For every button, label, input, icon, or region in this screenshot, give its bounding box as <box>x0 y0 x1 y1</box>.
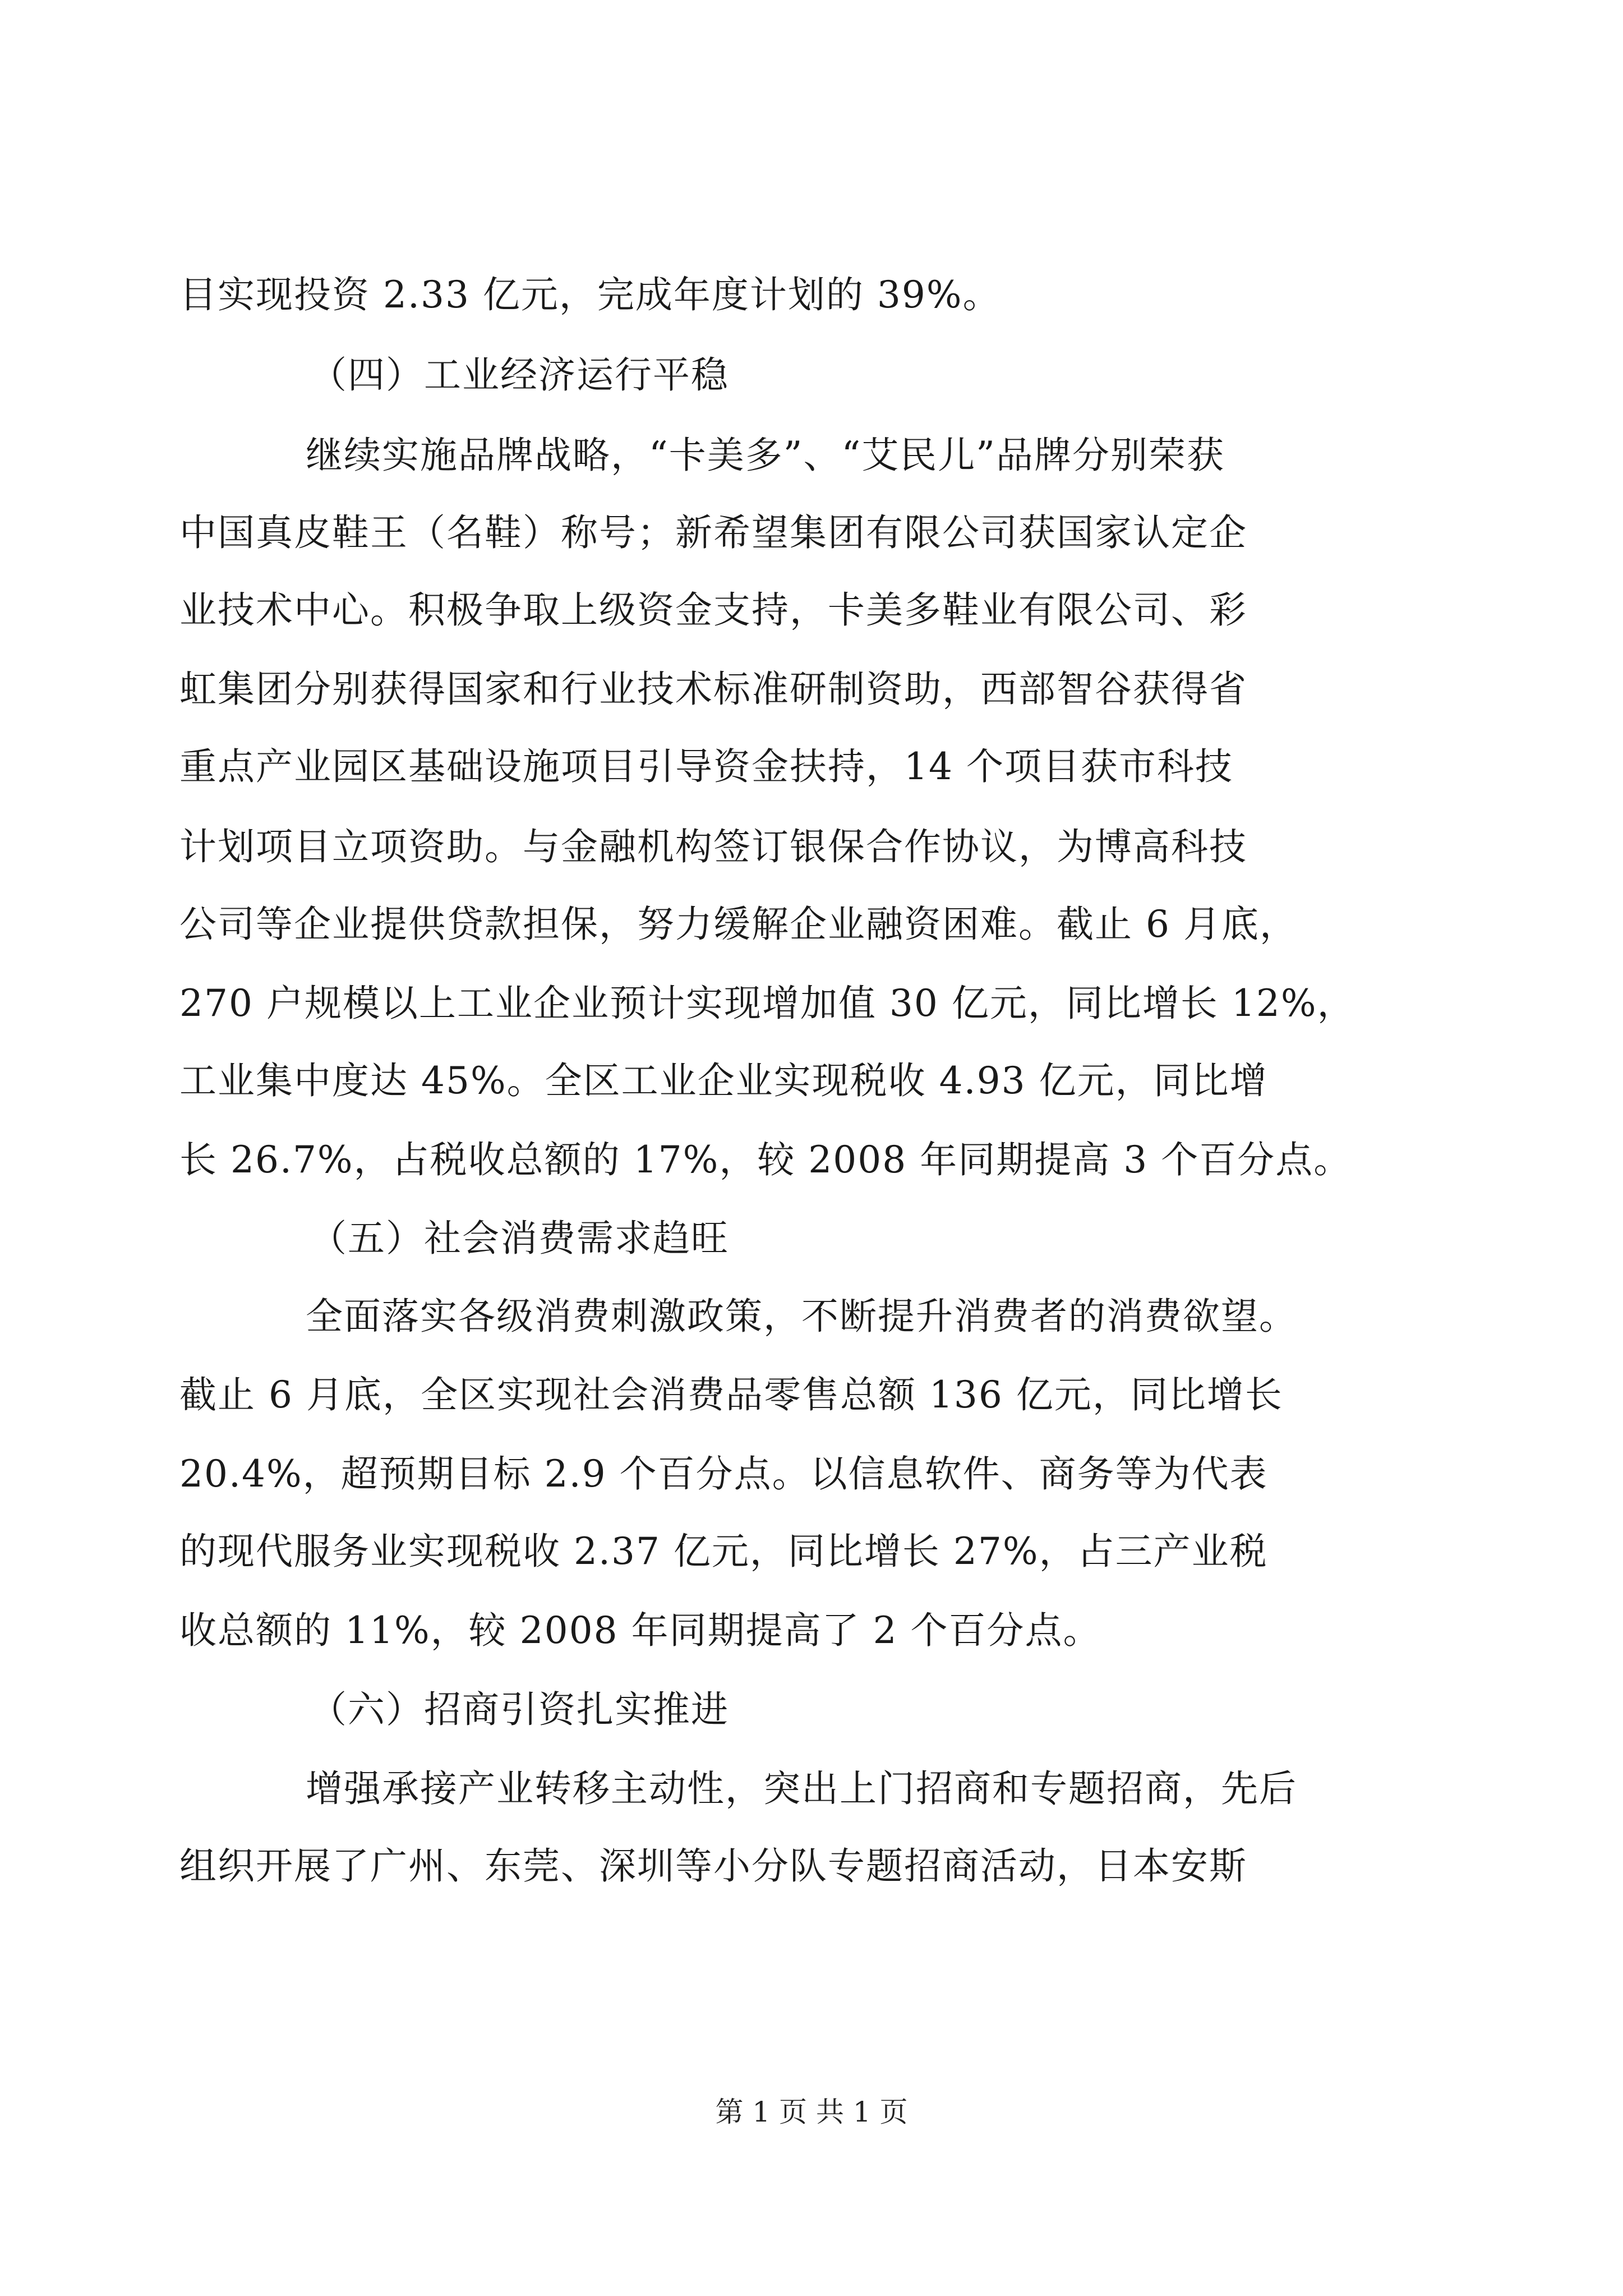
paragraph-first-line: 增强承接产业转移主动性，突出上门招商和专题招商，先后 <box>306 1767 1297 1810</box>
body-text-line: 截止 6 月底，全区实现社会消费品零售总额 136 亿元，同比增长 <box>179 1373 1283 1416</box>
body-text-line: 20.4%，超预期目标 2.9 个百分点。以信息软件、商务等为代表 <box>179 1452 1268 1496</box>
body-text-line: 工业集中度达 45%。全区工业企业实现税收 4.93 亿元，同比增 <box>179 1059 1268 1102</box>
body-text-line: 重点产业园区基础设施项目引导资金扶持，14 个项目获市科技 <box>179 745 1233 788</box>
body-text-line: 虹集团分别获得国家和行业技术标准研制资助，西部智谷获得省 <box>179 668 1247 711</box>
body-text-line: 计划项目立项资助。与金融机构签订银保合作协议，为博高科技 <box>179 825 1247 868</box>
section-heading: （五）社会消费需求趋旺 <box>310 1217 729 1260</box>
section-heading: （六）招商引资扎实推进 <box>310 1688 729 1731</box>
body-text-line: 的现代服务业实现税收 2.37 亿元，同比增长 27%，占三产业税 <box>179 1530 1268 1573</box>
section-heading: （四）工业经济运行平稳 <box>310 353 729 397</box>
body-text-line: 收总额的 11%，较 2008 年同期提高了 2 个百分点。 <box>179 1609 1101 1652</box>
body-text-line: 组织开展了广州、东莞、深圳等小分队专题招商活动，日本安斯 <box>179 1844 1247 1888</box>
body-text-line: 270 户规模以上工业企业预计实现增加值 30 亿元，同比增长 12%， <box>179 982 1355 1025</box>
body-text-line: 业技术中心。积极争取上级资金支持，卡美多鞋业有限公司、彩 <box>179 588 1247 632</box>
paragraph-first-line: 继续实施品牌战略，“卡美多”、“艾民儿”品牌分别荣获 <box>306 434 1225 477</box>
body-text-line: 公司等企业提供贷款担保，努力缓解企业融资困难。截止 6 月底， <box>179 903 1298 946</box>
body-text-line: 长 26.7%，占税收总额的 17%，较 2008 年同期提高 3 个百分点。 <box>179 1138 1352 1181</box>
body-text-line: 中国真皮鞋王（名鞋）称号；新希望集团有限公司获国家认定企 <box>179 511 1247 554</box>
paragraph-first-line: 全面落实各级消费刺激政策，不断提升消费者的消费欲望。 <box>306 1295 1297 1338</box>
page-footer: 第 1 页 共 1 页 <box>715 2096 908 2128</box>
body-text-line: 目实现投资 2.33 亿元，完成年度计划的 39%。 <box>179 273 1001 316</box>
